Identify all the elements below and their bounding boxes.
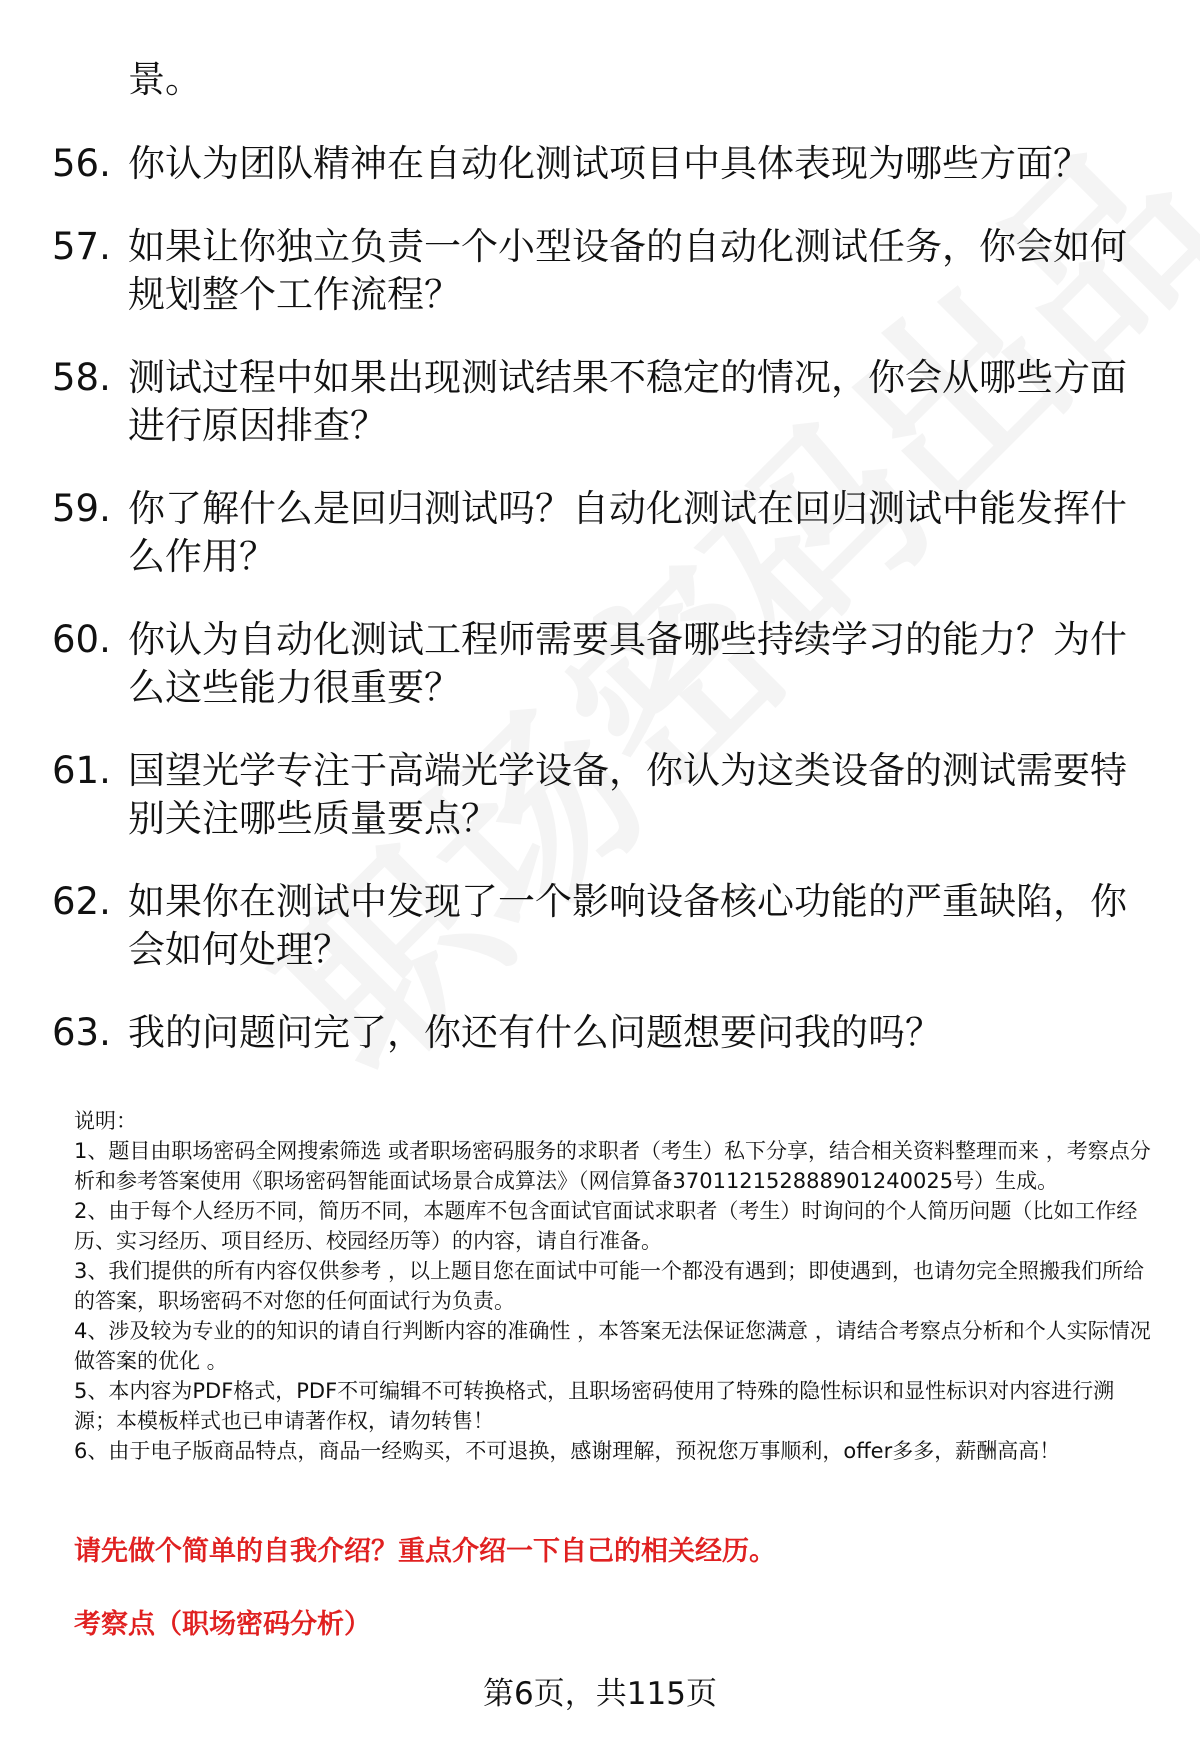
page-number-footer: 第6页，共115页 — [483, 1676, 717, 1712]
notes-section — [74, 1106, 1154, 1466]
continuation-text: 景。 — [128, 58, 202, 101]
question-item — [52, 140, 1152, 188]
note-item: 6、由于电子版商品特点，商品一经购买，不可退换，感谢理解，预祝您万事顺利，offer多多，薪酬高高！ — [74, 1439, 1061, 1463]
note-item: 2、由于每个人经历不同，简历不同，本题库不包含面试官面试求职者（考生）时询问的个人简历问题（比如工作经历、实习经历、项目经历、校园经历等）的内容，请自行准备。 — [74, 1199, 1138, 1253]
question-text: 国望光学专注于高端光学设备，你认为这类设备的测试需要特别关注哪些质量要点？ — [128, 749, 1127, 840]
question-text: 你认为自动化测试工程师需要具备哪些持续学习的能力？为什么这些能力很重要？ — [128, 618, 1127, 709]
question-number: 63. — [52, 1011, 111, 1054]
question-list — [52, 140, 1152, 1092]
question-text: 你了解什么是回归测试吗？自动化测试在回归测试中能发挥什么作用？ — [128, 487, 1127, 578]
note-item: 3、我们提供的所有内容仅供参考 ，以上题目您在面试中可能一个都没有遇到；即使遇到，也请勿完全照搬我们所给的答案，职场密码不对您的任何面试行为负责。 — [74, 1259, 1145, 1313]
note-item: 4、涉及较为专业的的知识的请自行判断内容的准确性 ，本答案无法保证您满意 ，请结合考察点分析和个人实际情况做答案的优化 。 — [74, 1319, 1151, 1373]
intro-question-heading: 请先做个简单的自我介绍？重点介绍一下自己的相关经历。 — [74, 1536, 776, 1567]
question-number: 60. — [52, 618, 111, 661]
question-number: 59. — [52, 487, 111, 530]
question-item — [52, 485, 1152, 581]
notes-heading: 说明： — [74, 1109, 137, 1133]
question-item — [52, 1009, 1152, 1057]
question-number: 62. — [52, 880, 111, 923]
question-number: 61. — [52, 749, 111, 792]
note-item: 1、题目由职场密码全网搜索筛选 或者职场密码服务的求职者（考生）私下分享，结合相关资料整理而来 ，考察点分析和参考答案使用《职场密码智能面试场景合成算法》（网信算备370112152888901240025号）生成。 — [74, 1139, 1151, 1193]
question-number: 58. — [52, 356, 111, 399]
question-text: 如果你在测试中发现了一个影响设备核心功能的严重缺陷，你会如何处理？ — [128, 880, 1127, 971]
question-item — [52, 223, 1152, 319]
note-item: 5、本内容为PDF格式，PDF不可编辑不可转换格式，且职场密码使用了特殊的隐性标识和显性标识对内容进行溯源；本模板样式也已申请著作权，请勿转售！ — [74, 1379, 1115, 1433]
question-text: 你认为团队精神在自动化测试项目中具体表现为哪些方面？ — [128, 142, 1090, 185]
question-item — [52, 616, 1152, 712]
question-number: 56. — [52, 142, 111, 185]
question-number: 57. — [52, 225, 111, 268]
question-item — [52, 747, 1152, 843]
question-text: 我的问题问完了，你还有什么问题想要问我的吗？ — [128, 1011, 942, 1054]
question-text: 如果让你独立负责一个小型设备的自动化测试任务，你会如何规划整个工作流程？ — [128, 225, 1127, 316]
question-text: 测试过程中如果出现测试结果不稳定的情况，你会从哪些方面进行原因排查？ — [128, 356, 1127, 447]
assessment-heading: 考察点（职场密码分析） — [74, 1609, 371, 1640]
question-item — [52, 878, 1152, 974]
question-item — [52, 354, 1152, 450]
